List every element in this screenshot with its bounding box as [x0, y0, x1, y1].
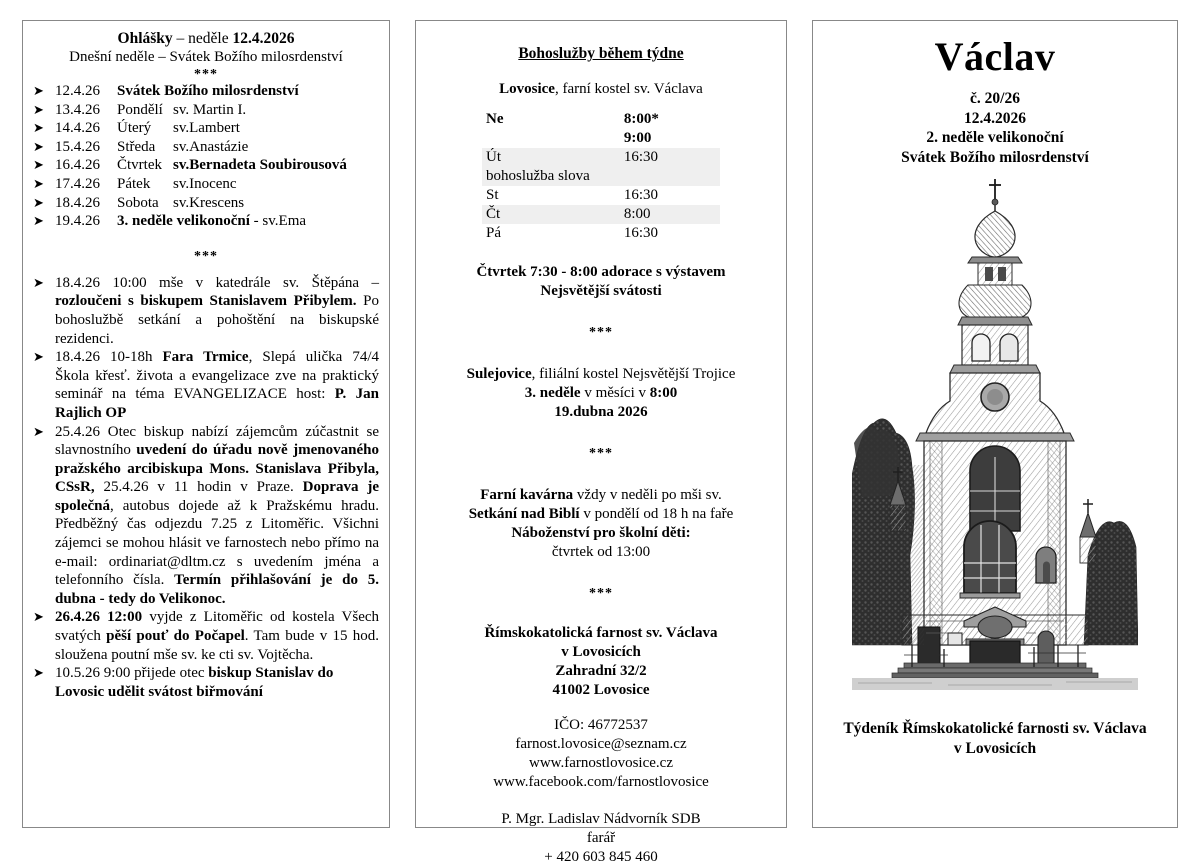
religion-classes-label: Náboženství pro školní děti: — [511, 525, 691, 541]
parish-facebook[interactable]: www.facebook.com/farnostlovosice — [493, 774, 709, 790]
separator-stars-3: *** — [589, 325, 613, 340]
farni-kavarna-line — [426, 486, 776, 505]
calendar-saint: sv.Anastázie — [173, 138, 249, 155]
calendar-feast-bold: 3. neděle velikonoční — [117, 213, 250, 230]
calendar-date: 13.4.26 — [55, 101, 100, 118]
arrow-bullet-icon: ➤ — [33, 423, 44, 439]
weekly-schedule-table — [482, 110, 720, 243]
sulejovice-line — [426, 365, 776, 384]
calendar-row — [33, 175, 379, 194]
sulejovice-time: 8:00 — [649, 385, 678, 401]
calendar-date: 15.4.26 — [55, 138, 100, 155]
portal-coat-of-arms — [978, 616, 1012, 638]
lovosice-label: Lovosice — [499, 81, 555, 97]
schedule-day: Čt — [482, 205, 624, 224]
notice-item — [33, 664, 379, 701]
schedule-row — [482, 224, 720, 243]
sulejovice-date: 19.dubna 2026 — [554, 404, 648, 420]
schedule-day: St — [486, 187, 499, 203]
separator-stars-4: *** — [589, 446, 613, 461]
issue-date: 12.4.2026 — [964, 109, 1026, 127]
schedule-row — [482, 186, 720, 205]
calendar-weekday: Sobota — [117, 194, 159, 211]
schedule-day: Ne — [486, 111, 504, 127]
adoration-line-1: Čtvrtek 7:30 - 8:00 adorace s výstavem — [476, 264, 726, 280]
sulejovice-church-name: , filiální kostel Nejsvětější Trojice — [531, 366, 736, 382]
column-masthead — [812, 20, 1178, 828]
notice-text-emphasis: pěší pouť do Počapel — [106, 628, 245, 645]
notices-list — [33, 274, 379, 702]
schedule-time: 8:00 — [624, 205, 720, 224]
calendar-row — [33, 82, 379, 101]
services-heading: Bohoslužby během týdne — [518, 45, 684, 62]
calendar-weekday: Čtvrtek — [117, 157, 162, 174]
announcements-title-bold: Ohlášky — [117, 30, 173, 47]
calendar-row — [33, 212, 379, 231]
footer-line-1: Týdeník Římskokatolické farnosti sv. Václava — [843, 720, 1147, 737]
notice-text: , Slepá ulička 74/4 Škola křesť. života a evangelizace zve na praktický seminář na téma EVANGELIZACE host: — [55, 349, 380, 403]
calendar-date: 18.4.26 — [55, 194, 100, 211]
sulejovice-week: 3. neděle — [524, 385, 581, 401]
notice-text-emphasis: uvedení do úřadu nově jmenovaného pražského arcibiskupa Mons. Stanislava Přibyla, CSsR, — [55, 442, 379, 496]
notice-text: 10.5.26 9:00 přijede otec — [55, 665, 209, 682]
lovosice-parish-line — [426, 81, 776, 98]
parish-city: 41002 Lovosice — [552, 682, 650, 698]
calendar-date: 17.4.26 — [55, 175, 100, 192]
schedule-row — [482, 167, 720, 186]
issue-sunday: 2. neděle velikonoční — [926, 129, 1064, 146]
notice-text: , autobus dojede až k Pražskému hradu. Předběžný čas odjezdu 7.25 z Litoměřic. Všichni zájemci se mohou hlásit ve farnostech nebo přímo na e-mail: ordinariat@dltm.cz s uvedením jména a telefonního čísla. — [55, 497, 379, 589]
schedule-row — [482, 129, 720, 148]
calendar-row — [33, 156, 379, 175]
calendar-date: 12.4.26 — [55, 83, 100, 99]
schedule-day: Pá — [486, 225, 501, 241]
schedule-day: bohoslužba slova — [482, 167, 624, 186]
sulejovice-of-month: v měsíci v — [580, 385, 650, 401]
separator-stars-5: *** — [589, 586, 613, 601]
adoration-line-2: Nejsvětější svátosti — [540, 283, 662, 299]
schedule-row — [482, 205, 720, 224]
notice-text-emphasis: 26.4.26 12:00 — [55, 609, 143, 626]
calendar-weekday: Pondělí — [117, 101, 163, 118]
calendar-saint: sv.Bernadeta Soubirousová — [173, 157, 347, 174]
announcements-subtitle: Dnešní neděle – Svátek Božího milosrdenství — [69, 49, 343, 65]
separator-stars-2: *** — [194, 248, 218, 264]
schedule-day: Út — [482, 148, 624, 167]
arrow-bullet-icon: ➤ — [33, 83, 44, 98]
notice-text-emphasis: Doprava je společná — [55, 479, 379, 514]
page-title: Václav — [934, 34, 1056, 79]
notice-text-emphasis: P. Jan Rajlich OP — [55, 386, 379, 421]
bible-meeting-line — [426, 505, 776, 524]
notice-text: vyjde z Litoměřic od kostela Všech svatých — [55, 609, 380, 645]
issue-feast: Svátek Božího milosrdenství — [901, 148, 1089, 166]
notice-text-emphasis: rozloučeni s biskupem Stanislavem Přibylem. — [55, 293, 357, 310]
schedule-row — [482, 148, 720, 167]
calendar-row — [33, 138, 379, 157]
farni-kavarna-label: Farní kavárna — [480, 487, 574, 503]
notice-text: 18.4.26 10-18h — [55, 349, 163, 366]
issue-number: č. 20/26 — [970, 90, 1020, 107]
lower-arched-window — [964, 521, 1016, 593]
schedule-time: 9:00 — [623, 130, 652, 146]
arrow-bullet-icon: ➤ — [33, 101, 44, 117]
schedule-day — [482, 129, 624, 148]
calendar-saint: Svátek Božího milosrdenství — [117, 83, 299, 99]
notice-item — [33, 608, 379, 664]
arrow-bullet-icon: ➤ — [33, 274, 44, 290]
parish-name-line-1: Římskokatolická farnost sv. Václava — [484, 625, 718, 641]
calendar-weekday: Úterý — [117, 120, 152, 137]
arrow-bullet-icon: ➤ — [33, 157, 44, 173]
calendar-saint: sv.Inocenc — [173, 175, 237, 192]
announcements-title-mid: – neděle — [172, 30, 233, 47]
issue-info — [823, 89, 1167, 167]
notice-item — [33, 348, 379, 422]
calendar-saint: sv.Lambert — [173, 120, 240, 137]
arrow-bullet-icon: ➤ — [33, 175, 44, 191]
notice-text: . Tam bude v 15 hod. sloužena poutní mše sv. ke cti sv. Vojtěcha. — [55, 628, 379, 663]
schedule-time: 16:30 — [623, 187, 659, 203]
notice-text: Po bohoslužbě setkání a pohoštění na biskupské rezidenci. — [55, 293, 380, 347]
church-illustration — [852, 175, 1138, 705]
parish-email[interactable]: farnost.lovosice@seznam.cz — [515, 736, 687, 752]
calendar-date: 19.4.26 — [55, 213, 100, 230]
arrow-bullet-icon: ➤ — [33, 349, 44, 365]
main-door — [970, 641, 1020, 665]
parish-ico: IČO: 46772537 — [554, 717, 648, 733]
footer-line-2: v Lovosicích — [953, 739, 1037, 757]
notice-item — [33, 423, 379, 609]
bulletin-footer — [823, 719, 1167, 758]
lovosice-church-name: , farní kostel sv. Václava — [554, 81, 703, 97]
church-sketch-icon — [852, 175, 1138, 705]
priest-role: farář — [586, 830, 616, 846]
schedule-time: 16:30 — [623, 225, 659, 241]
calendar-saint: sv. Martin I. — [173, 101, 247, 118]
schedule-time — [624, 167, 720, 186]
notice-text: 25.4.26 v 11 hodin v Praze. — [94, 479, 303, 496]
column-services — [415, 20, 787, 865]
calendar-saint: sv.Krescens — [173, 194, 245, 211]
notice-text-emphasis: Fara Trmice — [162, 349, 249, 366]
calendar-date: 14.4.26 — [55, 120, 100, 137]
arrow-bullet-icon: ➤ — [33, 665, 44, 681]
priest-phone: + 420 603 845 460 — [544, 849, 658, 865]
notice-text-emphasis: biskup Stanislav do Lovosic udělit svátost biřmování — [55, 665, 334, 700]
calendar-saint: - sv.Ema — [249, 213, 307, 230]
arrow-bullet-icon: ➤ — [33, 120, 44, 136]
announcements-title-date: 12.4.2026 — [232, 30, 295, 47]
notice-text-emphasis: Termín přihlašování je do 5. dubna - tedy do Velikonoc. — [55, 572, 379, 607]
separator-stars-1: *** — [194, 67, 218, 82]
parish-website[interactable]: www.farnostlovosice.cz — [529, 755, 673, 771]
schedule-row — [482, 110, 720, 129]
bible-meeting-label: Setkání nad Biblí — [468, 506, 580, 522]
schedule-time: 16:30 — [624, 148, 720, 167]
parish-name-line-2: v Lovosicích — [561, 644, 641, 660]
priest-name: P. Mgr. Ladislav Nádvorník SDB — [501, 811, 701, 827]
calendar-date: 16.4.26 — [55, 157, 100, 174]
sulejovice-label: Sulejovice — [466, 366, 532, 382]
entrance-stairs — [892, 663, 1098, 678]
religion-classes-time: čtvrtek od 13:00 — [551, 544, 651, 560]
notice-text: 18.4.26 10:00 mše v katedrále sv. Štěpána – — [55, 274, 379, 291]
saints-calendar-list — [33, 82, 379, 231]
announcements-title — [33, 29, 379, 48]
notice-item — [33, 274, 379, 348]
calendar-weekday: Pátek — [117, 175, 151, 192]
bible-meeting-text: v pondělí od 18 h na faře — [579, 506, 734, 522]
arrow-bullet-icon: ➤ — [33, 194, 44, 210]
arrow-bullet-icon: ➤ — [33, 213, 44, 229]
schedule-time: 8:00* — [623, 111, 659, 127]
farni-kavarna-text: vždy v neděli po mši sv. — [573, 487, 722, 503]
wall-plaque — [948, 633, 962, 645]
parish-street: Zahradní 32/2 — [555, 663, 647, 679]
arrow-bullet-icon: ➤ — [33, 609, 44, 625]
calendar-row — [33, 119, 379, 138]
calendar-weekday: Středa — [117, 138, 156, 155]
column-announcements — [22, 20, 390, 828]
calendar-row — [33, 101, 379, 120]
arrow-bullet-icon: ➤ — [33, 138, 44, 154]
sulejovice-schedule — [426, 384, 776, 403]
notice-text: 25.4.26 Otec biskup nabízí zájemcům zúčastnit se slavnostního — [55, 423, 379, 459]
calendar-row — [33, 194, 379, 213]
